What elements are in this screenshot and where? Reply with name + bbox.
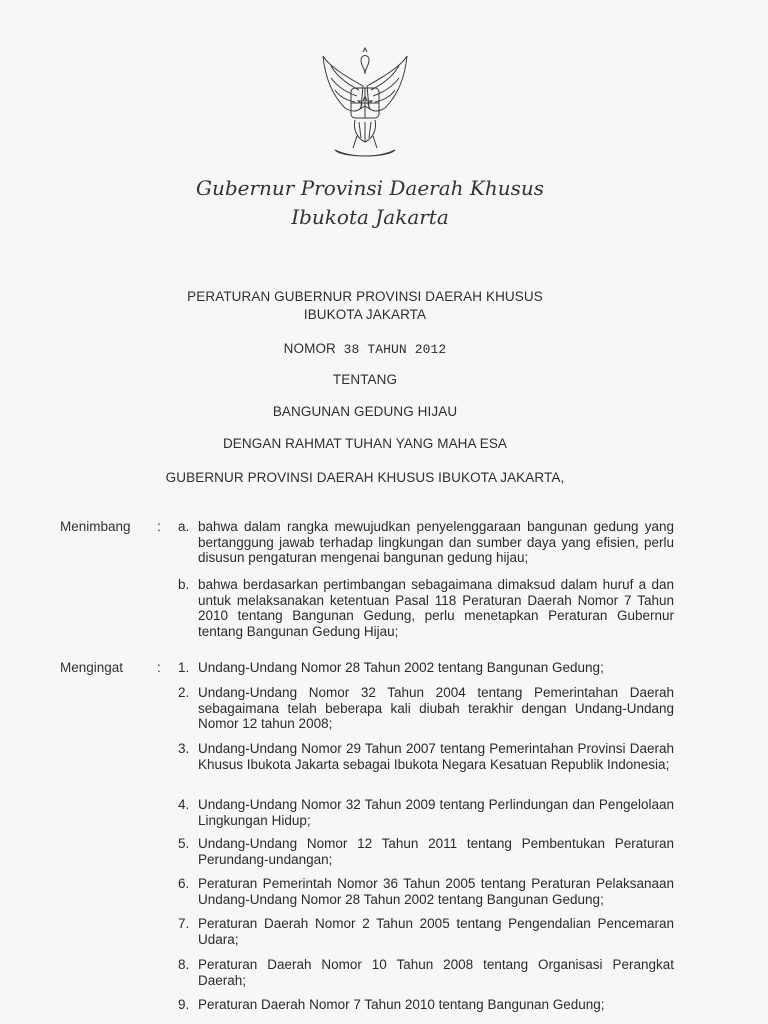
item-mark: 8.: [178, 957, 190, 972]
item-text: Peraturan Pemerintah Nomor 36 Tahun 2005 tentang Peraturan Pelaksanaan Undang-Undang Nomor 28 Tahun 2002 tentang Bangunan Gedung;: [198, 876, 674, 907]
item-text: bahwa dalam rangka mewujudkan penyelenggaraan bangunan gedung yang bertanggung jawab terhadap lingkungan dan sumber daya yang efisien, perlu disusun pengaturan mengenai bangunan gedung hijau;: [198, 519, 674, 565]
mengingat-item: [178, 836, 674, 867]
item-text: Undang-Undang Nomor 29 Tahun 2007 tentang Pemerintahan Provinsi Daerah Khusus Ibukota Jakarta sebagai Ibukota Negara Kesatuan Republik Indonesia;: [198, 741, 674, 772]
item-text: Peraturan Daerah Nomor 2 Tahun 2005 tentang Pengendalian Pencemaran Udara;: [198, 916, 674, 947]
rahmat-heading: DENGAN RAHMAT TUHAN YANG MAHA ESA: [222, 436, 508, 451]
item-text: Peraturan Daerah Nomor 10 Tahun 2008 tentang Organisasi Perangkat Daerah;: [198, 957, 674, 988]
governor-heading: GUBERNUR PROVINSI DAERAH KHUSUS IBUKOTA JAKARTA,: [165, 470, 565, 485]
menimbang-item: [178, 519, 674, 566]
item-mark: a.: [178, 519, 190, 534]
regulation-number: [0, 341, 730, 357]
item-mark: b.: [178, 577, 190, 592]
mengingat-item: [178, 876, 674, 907]
garuda-pancasila-emblem-icon: [315, 46, 415, 168]
regulation-title-line-1: PERATURAN GUBERNUR PROVINSI DAERAH KHUSUS: [187, 289, 543, 304]
menimbang-colon: :: [157, 519, 161, 534]
item-text: bahwa berdasarkan pertimbangan sebagaimana dimaksud dalam huruf a dan untuk melaksanakan ketentuan Pasal 118 Peraturan Daerah Nomor 7 Tahun 2010 tentang Bangunan Gedung, perlu menetapkan Peraturan Gubernur tentang Bangunan Gedung Hijau;: [198, 577, 674, 639]
item-mark: 1.: [178, 660, 190, 675]
item-mark: 2.: [178, 685, 190, 700]
menimbang-label: Menimbang: [60, 519, 131, 534]
item-text: Undang-Undang Nomor 32 Tahun 2009 tentang Perlindungan dan Pengelolaan Lingkungan Hidup;: [198, 797, 674, 828]
item-mark: 3.: [178, 741, 190, 756]
mengingat-item: [178, 957, 674, 988]
item-text: Undang-Undang Nomor 12 Tahun 2011 tentang Pembentukan Peraturan Perundang-undangan;: [198, 836, 674, 867]
menimbang-item: [178, 577, 674, 639]
mengingat-label: Mengingat: [60, 660, 124, 675]
mengingat-item: [178, 997, 674, 1013]
nomor-value: 38 TAHUN 2012: [343, 342, 447, 357]
letterhead-line-1: Gubernur Provinsi Daerah Khusus: [195, 176, 545, 200]
item-mark: 9.: [178, 997, 190, 1012]
mengingat-item: [178, 685, 674, 732]
mengingat-item: [178, 916, 674, 947]
mengingat-colon: :: [157, 660, 161, 675]
letterhead-line-2: Ibukota Jakarta: [291, 205, 449, 229]
mengingat-item: [178, 797, 674, 828]
item-text: Undang-Undang Nomor 28 Tahun 2002 tentang Bangunan Gedung;: [198, 660, 604, 675]
tentang-heading: TENTANG: [332, 372, 398, 387]
item-mark: 6.: [178, 876, 190, 891]
nomor-label: NOMOR: [283, 341, 336, 356]
subject-heading: BANGUNAN GEDUNG HIJAU: [272, 404, 458, 419]
item-mark: 4.: [178, 797, 190, 812]
regulation-title-line-2: IBUKOTA JAKARTA: [303, 307, 427, 322]
item-mark: 7.: [178, 916, 190, 931]
item-mark: 5.: [178, 836, 190, 851]
item-text: Undang-Undang Nomor 32 Tahun 2004 tentang Pemerintahan Daerah sebagaimana telah beberapa kali diubah terakhir dengan Undang-Undang Nomor 12 tahun 2008;: [198, 685, 674, 731]
mengingat-item: [178, 660, 674, 676]
mengingat-item: [178, 741, 674, 772]
item-text: Peraturan Daerah Nomor 7 Tahun 2010 tentang Bangunan Gedung;: [198, 997, 605, 1012]
